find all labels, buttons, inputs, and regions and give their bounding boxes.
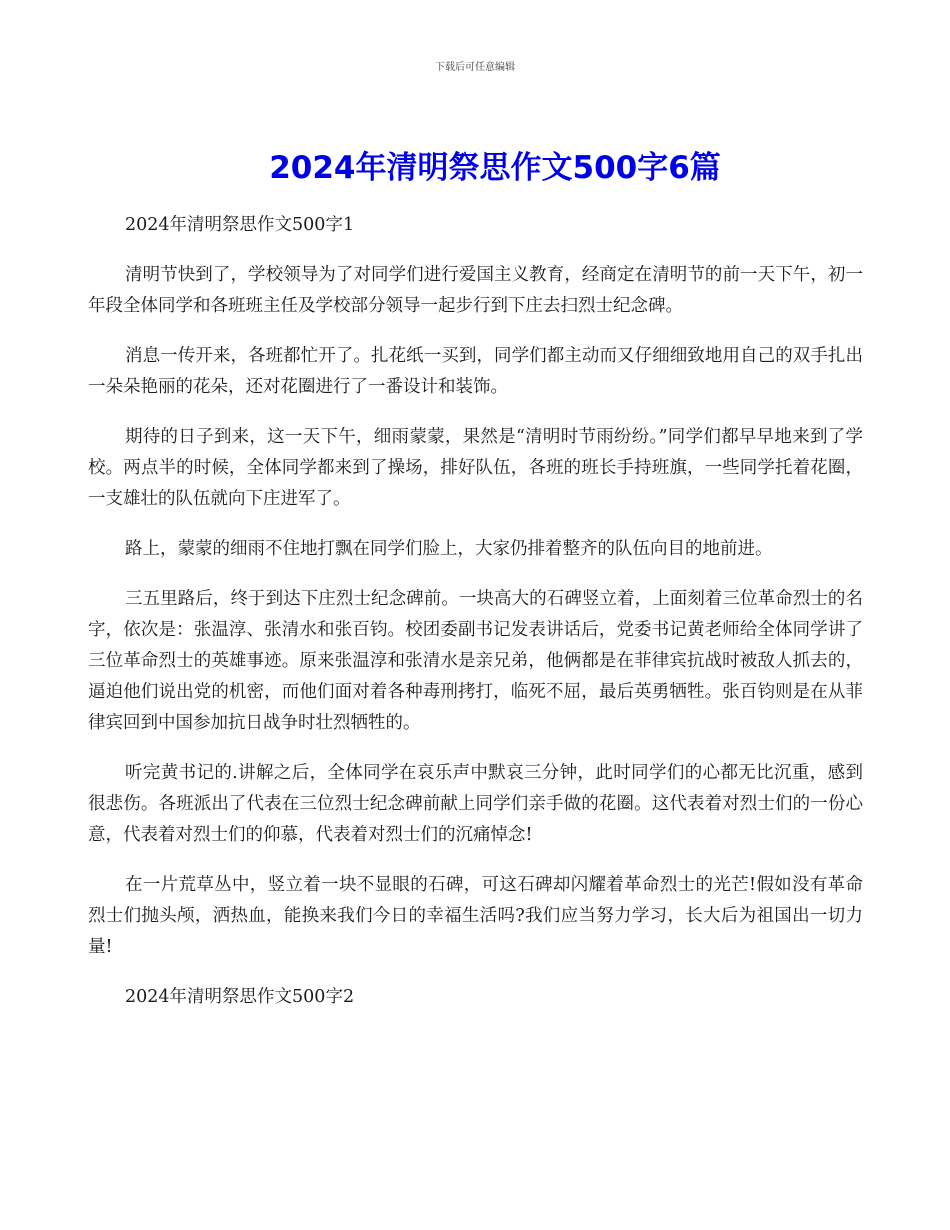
section-heading: 2024年清明祭思作文500字1 bbox=[125, 215, 355, 235]
paragraph: 路上，蒙蒙的细雨不住地打飘在同学们脸上，大家仍排着整齐的队伍向目的地前进。 bbox=[125, 539, 773, 559]
paragraph: 清明节快到了，学校领导为了对同学们进行爱国主义教育，经商定在清明节的前一天下午，初一年段全体同学和各班班主任及学校部分领导一起步行到下庄去扫烈士纪念碑。 bbox=[88, 265, 863, 316]
header-note: 下载后可任意编辑 bbox=[435, 62, 515, 73]
document-title: 2024年清明祭思作文500字6篇 bbox=[269, 150, 721, 186]
paragraph: 三五里路后，终于到达下庄烈士纪念碑前。一块高大的石碑竖立着，上面刻着三位革命烈士的名字，依次是：张温淳、张清水和张百钧。校团委副书记发表讲话后，党委书记黄老师给全体同学讲了三位革命烈士的英雄事迹。原来张温淳和张清水是亲兄弟，他俩都是在菲律宾抗战时被敌人抓去的，逼迫他们说出党的机密，而他们面对着各种毒刑拷打，临死不屈，最后英勇牺牲。张百钧则是在从菲律宾回到中国参加抗日战争时壮烈牺牲的。 bbox=[88, 589, 863, 733]
paragraph: 消息一传开来，各班都忙开了。扎花纸一买到，同学们都主动而又仔细细致地用自己的双手扎出一朵朵艳丽的花朵，还对花圈进行了一番设计和装饰。 bbox=[88, 346, 863, 397]
section-heading: 2024年清明祭思作文500字2 bbox=[125, 987, 355, 1007]
paragraph: 期待的日子到来，这一天下午，细雨蒙蒙，果然是“清明时节雨纷纷。”同学们都早早地来到了学校。两点半的时候，全体同学都来到了操场，排好队伍，各班的班长手持班旗，一些同学托着花圈，一支雄壮的队伍就向下庄进军了。 bbox=[88, 427, 863, 509]
paragraph: 在一片荒草丛中，竖立着一块不显眼的石碑，可这石碑却闪耀着革命烈士的光芒!假如没有革命烈士们抛头颅，洒热血，能换来我们今日的幸福生活吗?我们应当努力学习，长大后为祖国出一切力量! bbox=[88, 875, 863, 957]
document-body bbox=[88, 210, 863, 1032]
paragraph: 听完黄书记的.讲解之后，全体同学在哀乐声中默哀三分钟，此时同学们的心都无比沉重，感到很悲伤。各班派出了代表在三位烈士纪念碑前献上同学们亲手做的花圈。这代表着对烈士们的一份心意，代表着对烈士们的仰慕，代表着对烈士们的沉痛悼念! bbox=[88, 763, 863, 845]
